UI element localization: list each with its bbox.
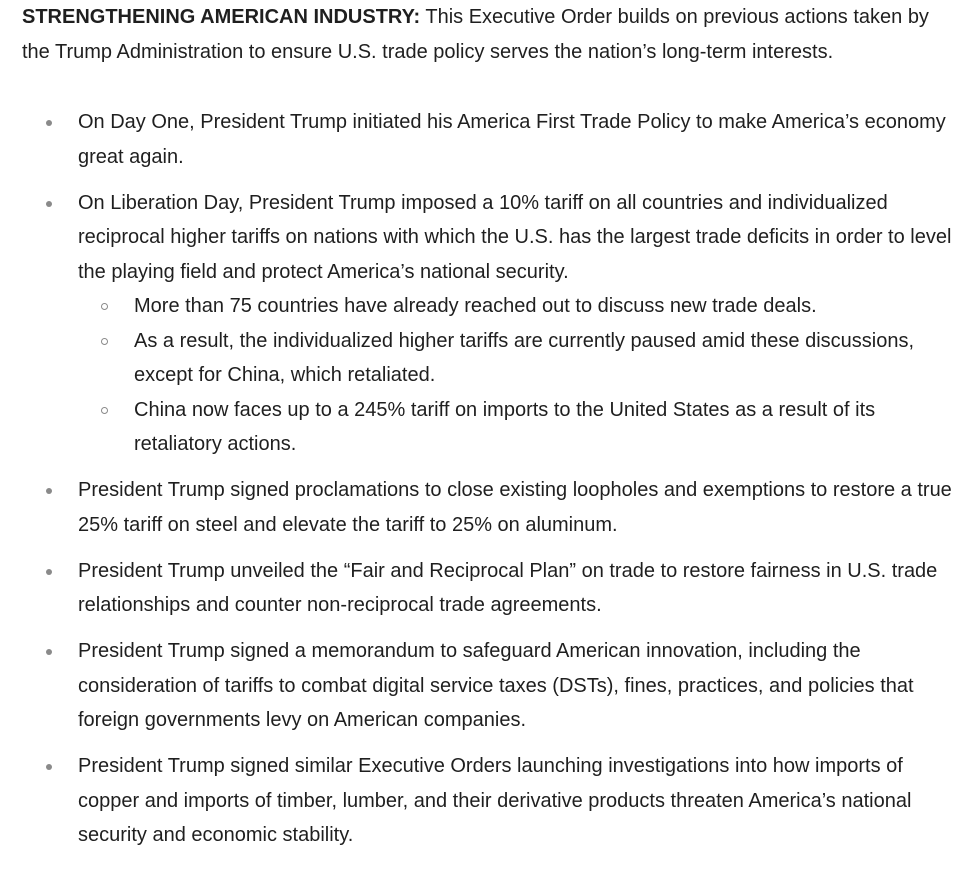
sub-list-item xyxy=(78,393,954,462)
bullet-list xyxy=(22,105,972,853)
list-item-text: President Trump signed proclamations to close existing loopholes and exemptions to restore a true 25% tariff on steel and elevate the tariff to 25% on aluminum. xyxy=(78,479,952,536)
list-item xyxy=(22,105,954,174)
sub-list-item-text: As a result, the individualized higher tariffs are currently paused amid these discussions, except for China, which retaliated. xyxy=(134,329,915,386)
list-item-text: President Trump signed similar Executive Orders launching investigations into how imports of copper and imports of timber, lumber, and their derivative products threaten America’s national security and economic stability. xyxy=(78,755,912,846)
intro-text: This Executive Order builds on previous actions taken by the Trump Administration to ensure U.S. trade policy serves the nation’s long-term interests. xyxy=(22,6,929,63)
sub-list-item-text: More than 75 countries have already reached out to discuss new trade deals. xyxy=(134,295,817,317)
intro-paragraph xyxy=(22,0,942,69)
list-item xyxy=(22,634,954,738)
sub-list-item-text: China now faces up to a 245% tariff on imports to the United States as a result of its retaliatory actions. xyxy=(134,398,876,455)
sub-bullet-list xyxy=(78,289,954,462)
list-item xyxy=(22,186,954,462)
list-item-text: President Trump signed a memorandum to safeguard American innovation, including the consideration of tariffs to combat digital service taxes (DSTs), fines, practices, and policies that foreign governments levy on American companies. xyxy=(78,640,914,731)
list-item xyxy=(22,554,954,623)
section-heading: STRENGTHENING AMERICAN INDUSTRY: xyxy=(22,6,421,28)
sub-list-item xyxy=(78,324,954,393)
list-item-text: On Day One, President Trump initiated his America First Trade Policy to make America’s economy great again. xyxy=(78,111,946,168)
sub-list-item xyxy=(78,289,954,324)
list-item xyxy=(22,473,954,542)
list-item-text: President Trump unveiled the “Fair and Reciprocal Plan” on trade to restore fairness in U.S. trade relationships and counter non-reciprocal trade agreements. xyxy=(78,559,938,616)
list-item-text: On Liberation Day, President Trump imposed a 10% tariff on all countries and individualized reciprocal higher tariffs on nations with which the U.S. has the largest trade deficits in order to level the playing field and protect America’s national security. xyxy=(78,191,952,283)
list-item xyxy=(22,749,954,853)
